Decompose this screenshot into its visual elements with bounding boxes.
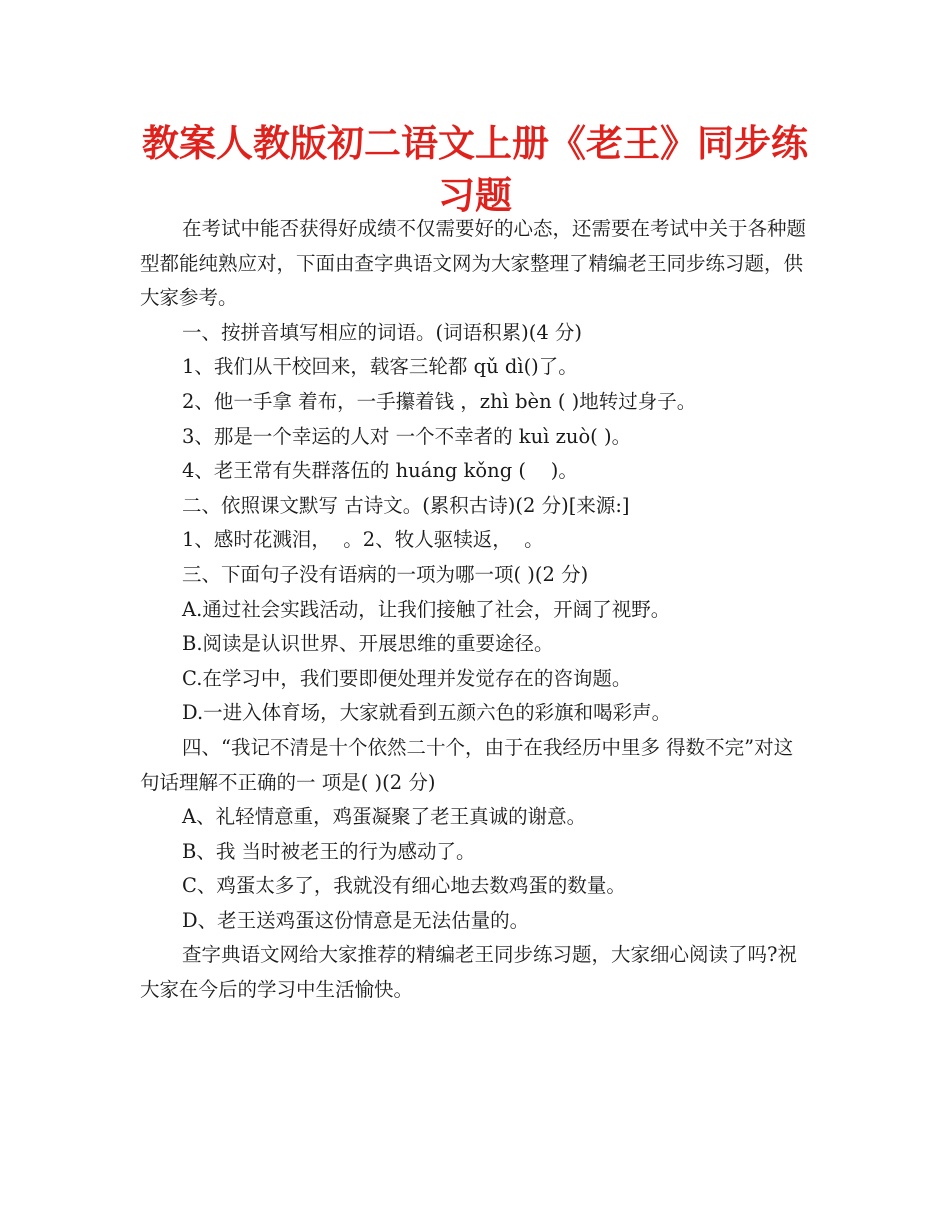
question-item: 2、他一手拿 着布，一手攥着钱 ，zhì bèn ( )地转过身子。 — [182, 389, 697, 413]
option-item: A、礼轻情意重，鸡蛋凝聚了老王真诚的谢意。 — [182, 805, 587, 829]
option-item: B、我 当时被老王的行为感动了。 — [182, 839, 476, 863]
option-item: A.通过社会实践活动，让我们接触了社会，开阔了视野。 — [182, 597, 671, 621]
option-item: C.在学习中，我们要即便处理并发觉存在的咨询题。 — [182, 666, 632, 690]
option-item: D.一进入体育场，大家就看到五颜六色的彩旗和喝彩声。 — [182, 701, 672, 725]
question-item: 1、我们从干校回来，载客三轮都 qǔ dì()了。 — [182, 355, 578, 379]
question-item: 3、那是一个幸运的人对 一个不幸者的 kuì zuò( )。 — [182, 424, 632, 448]
question-item: 4、老王常有失群落伍的 huáng kǒng ( )。 — [182, 459, 578, 483]
section-heading-2: 二、依照课文默写 古诗文。(累积古诗)(2 分)[来源:] — [182, 493, 630, 517]
option-item: C、鸡蛋太多了，我就没有细心地去数鸡蛋的数量。 — [182, 874, 626, 898]
option-item: D、老王送鸡蛋这份情意是无法估量的。 — [182, 908, 530, 932]
document-title: 教案人教版初二语文上册《老王》同步练习题 — [142, 122, 808, 217]
intro-paragraph: 在考试中能否获得好成绩不仅需要好的心态，还需要在考试中关于各种题型都能纯熟应对，下面由查字典语文网为大家整理了精编老王同步练习题，供大家参考。 — [140, 217, 807, 310]
section-heading-1: 一、按拼音填写相应的词语。(词语积累)(4 分) — [182, 320, 583, 344]
question-item: 1、感时花溅泪， 。2、牧人驱犊返， 。 — [182, 528, 544, 552]
section-heading-4: 四、“我记不清是十个依然二十个，由于在我经历中里多 得数不完”对这句话理解不正确的一 项是( )(2 分) — [140, 735, 794, 794]
section-heading-3: 三、下面句子没有语病的一项为哪一项( )(2 分) — [182, 562, 589, 586]
document-body — [140, 212, 812, 1008]
closing-paragraph: 查字典语文网给大家推荐的精编老王同步练习题，大家细心阅读了吗?祝大家在今后的学习中生活愉快。 — [140, 943, 797, 1002]
option-item: B.阅读是认识世界、开展思维的重要途径。 — [182, 632, 554, 656]
